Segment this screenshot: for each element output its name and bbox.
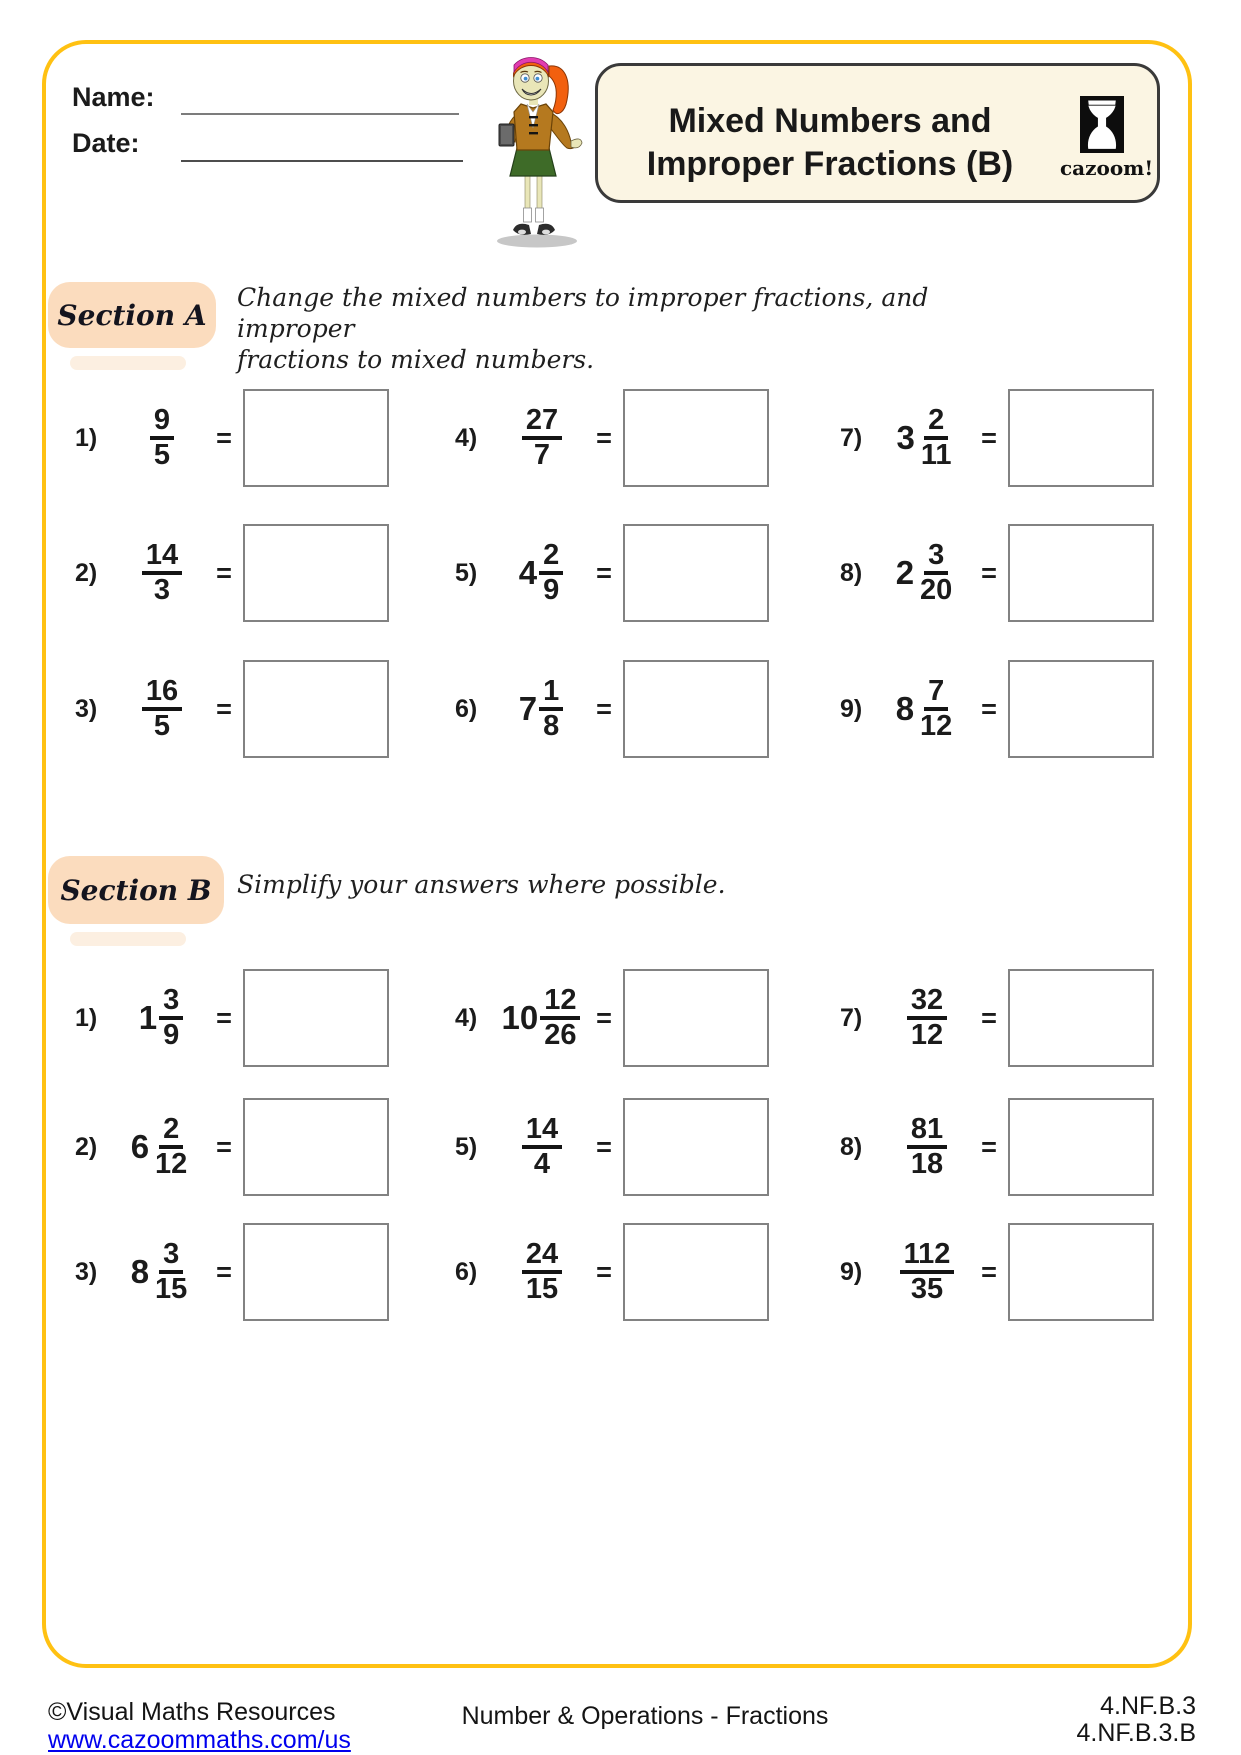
fraction: $\frac{24}{15}$ xyxy=(522,1239,562,1306)
name-label: Name: xyxy=(72,82,155,112)
problem-number: 4) xyxy=(455,423,478,452)
date-label: Date: xyxy=(72,128,140,158)
problem-b2 xyxy=(75,1098,389,1196)
problem-number: 6) xyxy=(455,694,478,723)
answer-box[interactable] xyxy=(243,969,389,1067)
problem-number: 4) xyxy=(455,1003,478,1032)
equals-sign: = xyxy=(596,422,612,453)
section-b-row-2 xyxy=(0,1098,1241,1196)
problem-number: 9) xyxy=(840,1257,863,1286)
whole-number: 2 xyxy=(895,554,915,591)
fraction: $\frac{7}{12}$ xyxy=(920,674,953,742)
section-a-row-1 xyxy=(0,389,1241,487)
section-b-row-1 xyxy=(0,969,1241,1067)
equals-sign: = xyxy=(216,557,232,588)
equals-sign: = xyxy=(981,1002,997,1033)
section-a-instruction-line1: Change the mixed numbers to improper fractions, and improper xyxy=(237,283,929,343)
fraction: $\frac{2}{9}$ xyxy=(539,540,563,607)
answer-box[interactable] xyxy=(1008,1098,1154,1196)
section-a-row-2 xyxy=(0,524,1241,622)
problem-number: 7) xyxy=(840,1003,863,1032)
problem-a3 xyxy=(75,660,389,758)
fraction: $\frac{3}{9}$ xyxy=(159,985,183,1052)
fraction: $\frac{3}{20}$ xyxy=(920,538,953,606)
problem-number: 1) xyxy=(75,423,98,452)
problem-number: 8) xyxy=(840,558,863,587)
answer-box[interactable] xyxy=(243,389,389,487)
standard-code-2: 4.NF.B.3.B xyxy=(1076,1719,1196,1747)
problem-b9 xyxy=(840,1223,1154,1321)
problem-b6 xyxy=(455,1223,769,1321)
problem-number: 6) xyxy=(455,1257,478,1286)
whole-number: 8 xyxy=(895,690,915,727)
fraction: $\frac{32}{12}$ xyxy=(907,985,947,1052)
problem-b4 xyxy=(455,969,769,1067)
equals-sign: = xyxy=(216,1256,232,1287)
answer-box[interactable] xyxy=(243,660,389,758)
equals-sign: = xyxy=(216,693,232,724)
fraction: $\frac{2}{12}$ xyxy=(155,1112,188,1180)
fraction: $\frac{2}{11}$ xyxy=(920,403,952,471)
fraction: $\frac{112}{35}$ xyxy=(900,1239,955,1306)
section-a-label: Section A xyxy=(48,282,216,348)
whole-number: 10 xyxy=(501,999,539,1036)
problem-a6 xyxy=(455,660,769,758)
problem-number: 3) xyxy=(75,1257,98,1286)
answer-box[interactable] xyxy=(243,524,389,622)
equals-sign: = xyxy=(596,1002,612,1033)
whole-number: 6 xyxy=(130,1128,150,1165)
problem-number: 5) xyxy=(455,1132,478,1161)
problem-b7 xyxy=(840,969,1154,1067)
equals-sign: = xyxy=(216,1002,232,1033)
equals-sign: = xyxy=(216,422,232,453)
section-a-instruction-line2: fractions to mixed numbers. xyxy=(237,345,595,374)
fraction: $\frac{3}{15}$ xyxy=(155,1237,188,1305)
answer-box[interactable] xyxy=(243,1223,389,1321)
website-link[interactable]: www.cazoommaths.com/us xyxy=(48,1726,351,1754)
equals-sign: = xyxy=(596,1131,612,1162)
answer-box[interactable] xyxy=(1008,660,1154,758)
section-b-label: Section B xyxy=(48,856,224,924)
fraction: $\frac{81}{18}$ xyxy=(907,1114,947,1181)
whole-number: 8 xyxy=(130,1253,150,1290)
section-b-row-3 xyxy=(0,1223,1241,1321)
problem-number: 1) xyxy=(75,1003,98,1032)
answer-box[interactable] xyxy=(1008,969,1154,1067)
date-input-line[interactable] xyxy=(181,160,463,162)
answer-box[interactable] xyxy=(623,524,769,622)
problem-b3 xyxy=(75,1223,389,1321)
equals-sign: = xyxy=(216,1131,232,1162)
answer-box[interactable] xyxy=(1008,389,1154,487)
fraction: $\frac{1}{8}$ xyxy=(539,676,563,743)
problem-a4 xyxy=(455,389,769,487)
answer-box[interactable] xyxy=(623,389,769,487)
problem-b8 xyxy=(840,1098,1154,1196)
fraction: $\frac{14}{4}$ xyxy=(522,1114,562,1181)
worksheet-title xyxy=(620,100,1040,186)
section-b-label-underlay xyxy=(70,932,186,946)
problem-number: 7) xyxy=(840,423,863,452)
copyright-text: ©Visual Maths Resources xyxy=(48,1698,336,1726)
fraction: $\frac{14}{3}$ xyxy=(142,540,182,607)
equals-sign: = xyxy=(596,1256,612,1287)
equals-sign: = xyxy=(981,557,997,588)
section-b-instruction-line1: Simplify your answers where possible. xyxy=(237,870,726,899)
fraction: $\frac{9}{5}$ xyxy=(150,405,174,472)
djembe-drum-icon xyxy=(1080,96,1124,153)
problem-number: 5) xyxy=(455,558,478,587)
answer-box[interactable] xyxy=(623,969,769,1067)
equals-sign: = xyxy=(596,557,612,588)
equals-sign: = xyxy=(596,693,612,724)
section-a-label-underlay xyxy=(70,356,186,370)
equals-sign: = xyxy=(981,1256,997,1287)
cazoom-logo xyxy=(1060,96,1154,180)
whole-number: 4 xyxy=(518,554,538,591)
problem-b5 xyxy=(455,1098,769,1196)
fraction: $\frac{12}{26}$ xyxy=(540,985,580,1052)
problem-b1 xyxy=(75,969,389,1067)
whole-number: 7 xyxy=(518,690,538,727)
fraction: $\frac{16}{5}$ xyxy=(142,676,182,743)
problem-a1 xyxy=(75,389,389,487)
standard-code-1: 4.NF.B.3 xyxy=(1100,1692,1196,1720)
cazoom-logo-text: cazoom! xyxy=(1060,156,1154,180)
problem-a8 xyxy=(840,524,1154,622)
problem-number: 2) xyxy=(75,1132,98,1161)
problem-a5 xyxy=(455,524,769,622)
answer-box[interactable] xyxy=(623,1223,769,1321)
answer-box[interactable] xyxy=(1008,524,1154,622)
problem-a7 xyxy=(840,389,1154,487)
answer-box[interactable] xyxy=(243,1098,389,1196)
worksheet-title-line1: Mixed Numbers and xyxy=(668,102,992,140)
problem-number: 9) xyxy=(840,694,863,723)
answer-box[interactable] xyxy=(1008,1223,1154,1321)
whole-number: 1 xyxy=(138,999,158,1036)
problem-a2 xyxy=(75,524,389,622)
section-a-row-3 xyxy=(0,660,1241,758)
footer-topic-text: Number & Operations - Fractions xyxy=(461,1702,829,1730)
equals-sign: = xyxy=(981,693,997,724)
problem-number: 8) xyxy=(840,1132,863,1161)
problem-a9 xyxy=(840,660,1154,758)
equals-sign: = xyxy=(981,1131,997,1162)
answer-box[interactable] xyxy=(623,1098,769,1196)
worksheet-title-line2: Improper Fractions (B) xyxy=(646,145,1014,183)
student-character-illustration xyxy=(483,50,585,250)
answer-box[interactable] xyxy=(623,660,769,758)
problem-number: 2) xyxy=(75,558,98,587)
fraction: $\frac{27}{7}$ xyxy=(522,405,562,472)
name-input-line[interactable] xyxy=(181,113,459,115)
section-b-instruction xyxy=(237,869,937,900)
section-a-instruction xyxy=(237,282,937,375)
problem-number: 3) xyxy=(75,694,98,723)
whole-number: 3 xyxy=(896,419,915,456)
equals-sign: = xyxy=(981,422,997,453)
